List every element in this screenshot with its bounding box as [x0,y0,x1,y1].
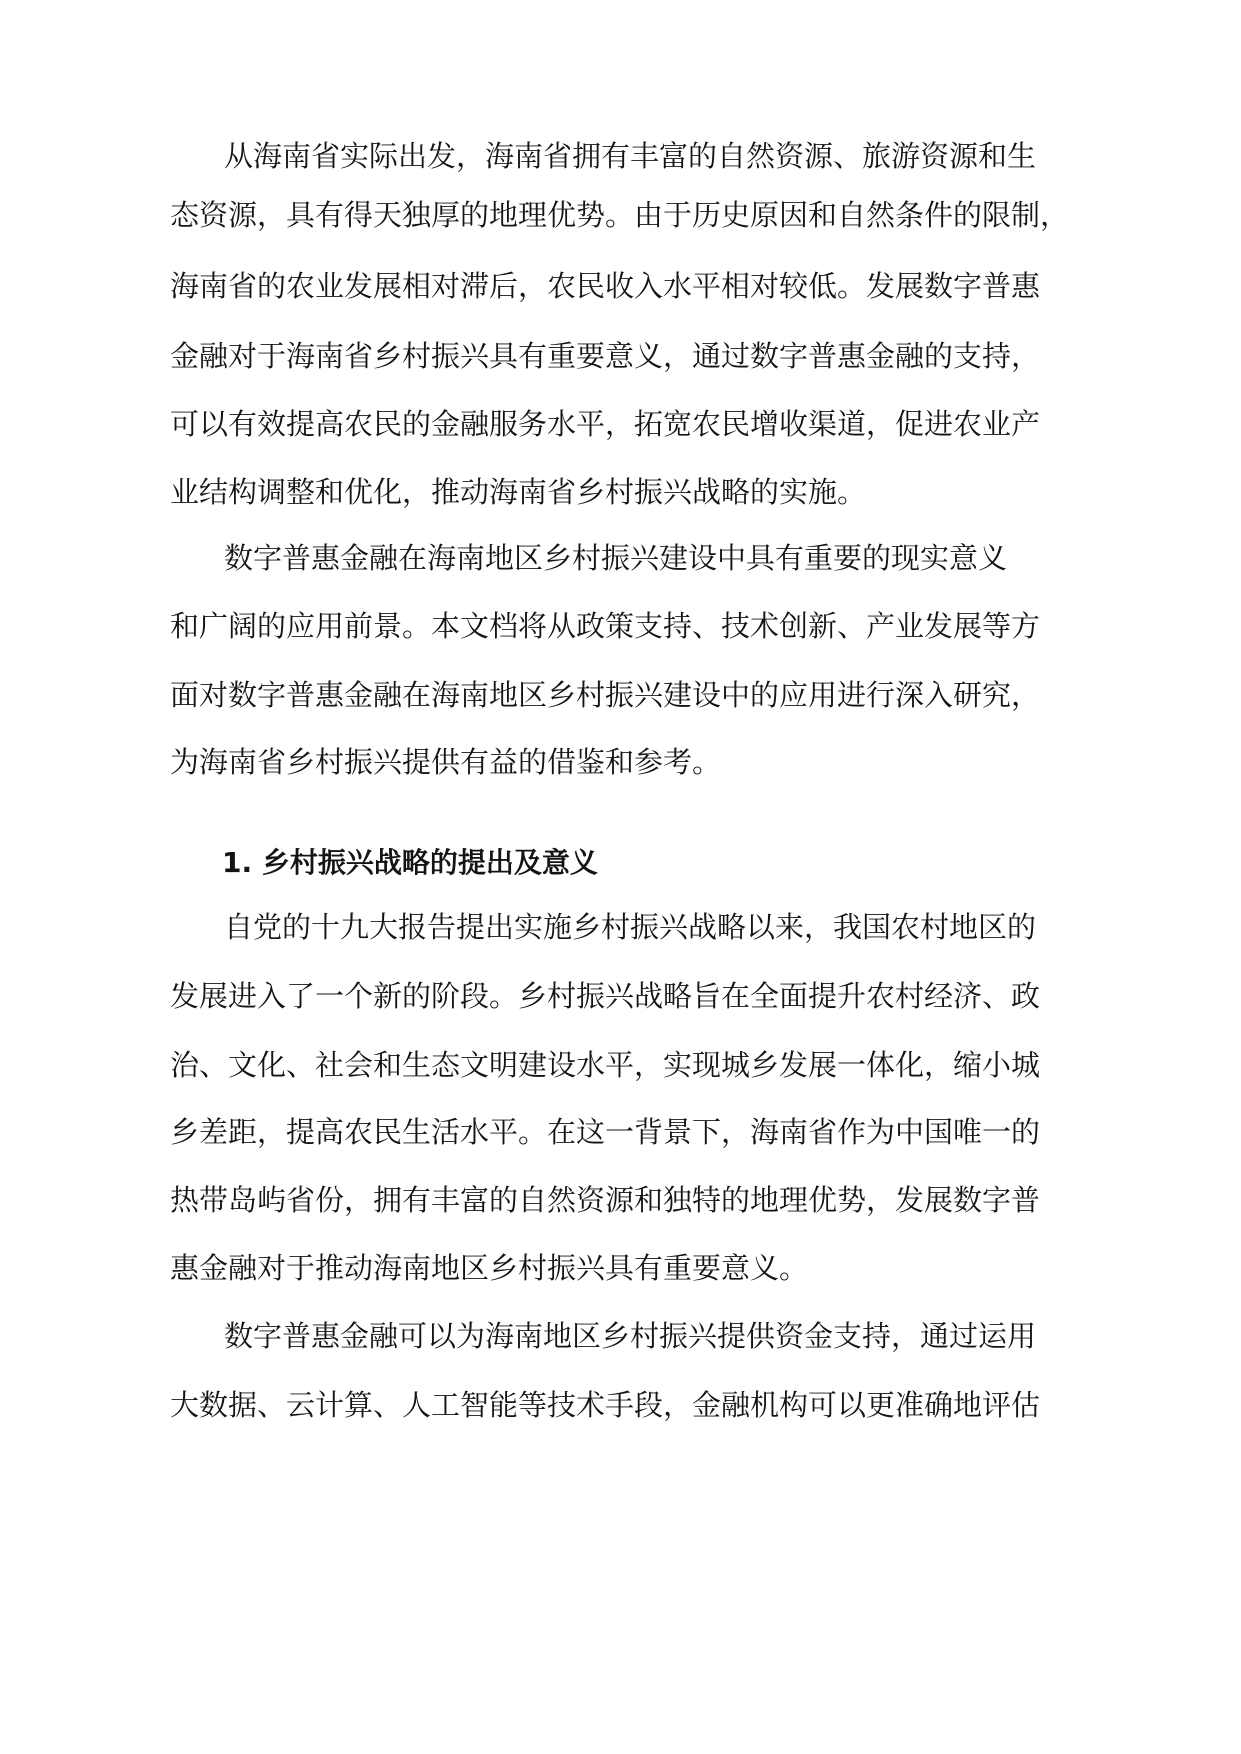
paragraph-1-line-6: 业结构调整和优化，推动海南省乡村振兴战略的实施。 [170,475,867,509]
paragraph-1-line-5: 可以有效提高农民的金融服务水平，拓宽农民增收渠道，促进农业产 [170,407,1041,441]
paragraph-2-line-3: 面对数字普惠金融在海南地区乡村振兴建设中的应用进行深入研究， [170,678,1041,712]
section-paragraph-1-line-4: 乡差距，提高农民生活水平。在这一背景下，海南省作为中国唯一的 [170,1115,1041,1149]
paragraph-1-line-1: 从海南省实际出发，海南省拥有丰富的自然资源、旅游资源和生 [224,139,1037,173]
section-heading: 1. 乡村振兴战略的提出及意义 [222,846,598,879]
paragraph-2-line-2: 和广阔的应用前景。本文档将从政策支持、技术创新、产业发展等方 [170,609,1041,643]
paragraph-1-line-3: 海南省的农业发展相对滞后，农民收入水平相对较低。发展数字普惠 [170,269,1041,303]
section-paragraph-1-line-3: 治、文化、社会和生态文明建设水平，实现城乡发展一体化，缩小城 [170,1048,1041,1082]
paragraph-1-line-4: 金融对于海南省乡村振兴具有重要意义，通过数字普惠金融的支持， [170,339,1041,373]
section-paragraph-1-line-1: 自党的十九大报告提出实施乡村振兴战略以来，我国农村地区的 [224,910,1037,944]
paragraph-2-line-4: 为海南省乡村振兴提供有益的借鉴和参考。 [170,745,722,779]
section-paragraph-1-line-6: 惠金融对于推动海南地区乡村振兴具有重要意义。 [170,1251,809,1285]
paragraph-1-line-2: 态资源，具有得天独厚的地理优势。由于历史原因和自然条件的限制， [170,198,1070,232]
section-paragraph-1-line-2: 发展进入了一个新的阶段。乡村振兴战略旨在全面提升农村经济、政 [170,979,1041,1013]
section-paragraph-1-line-5: 热带岛屿省份，拥有丰富的自然资源和独特的地理优势，发展数字普 [170,1183,1041,1217]
paragraph-2-line-1: 数字普惠金融在海南地区乡村振兴建设中具有重要的现实意义 [224,541,1008,575]
section-paragraph-2-line-1: 数字普惠金融可以为海南地区乡村振兴提供资金支持，通过运用 [224,1319,1037,1353]
section-paragraph-2-line-2: 大数据、云计算、人工智能等技术手段，金融机构可以更准确地评估 [170,1388,1041,1422]
